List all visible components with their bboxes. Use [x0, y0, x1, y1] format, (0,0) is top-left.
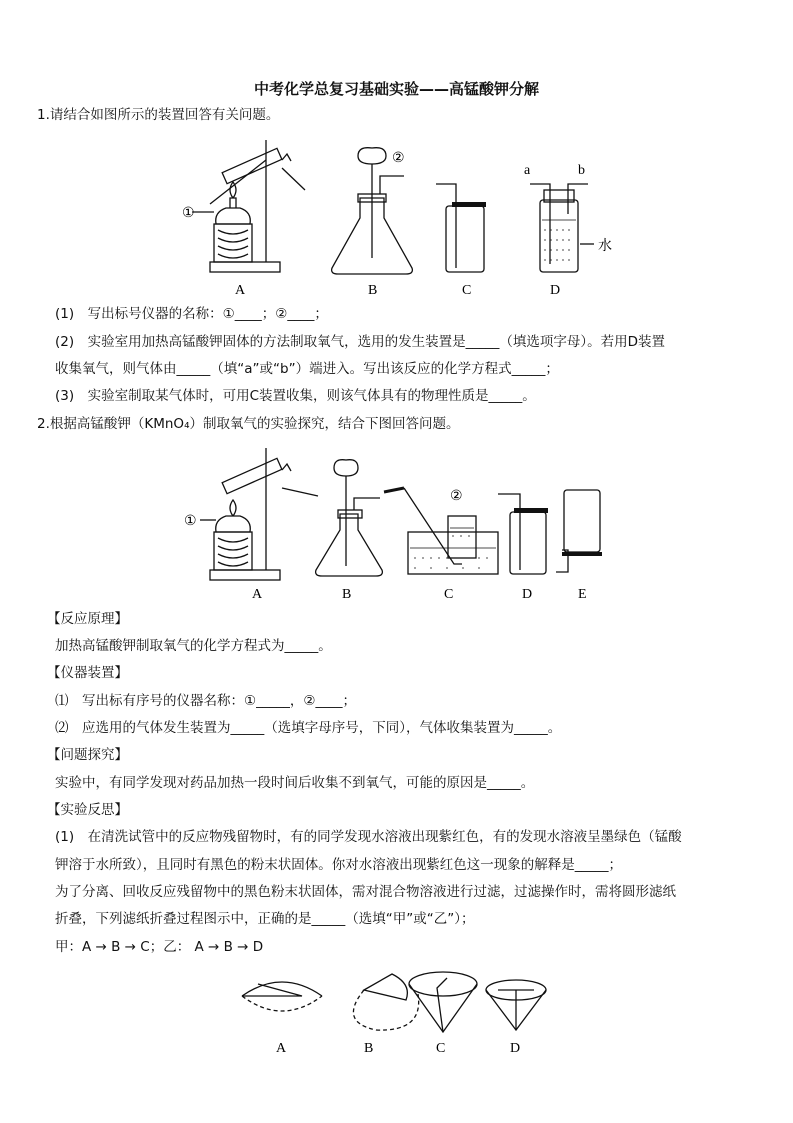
q1-item-3: (3) 实验室制取某气体时，可用C装置收集，则该气体具有的物理性质是_____。: [55, 388, 536, 404]
q1-mark-2: ②: [392, 151, 405, 166]
q1-item-2: (2) 实验室用加热高锰酸钾固体的方法制取氧气，选用的发生装置是_____（填选项字母）。若用D装置: [55, 334, 666, 350]
q1-mark-1: ①: [182, 206, 195, 221]
q2-apparatus-1: ⑴ 写出标有序号的仪器名称：①_____，②____；: [55, 693, 356, 709]
filter-step-d: [486, 980, 546, 1030]
filter-label-a: A: [276, 1041, 287, 1056]
q2-inquiry: 实验中，有同学发现对药品加热一段时间后收集不到氧气，可能的原因是_____。: [55, 775, 535, 791]
q2-principle: 加热高锰酸钾制取氧气的化学方程式为_____。: [55, 638, 332, 654]
q1-item-2b: 收集氧气，则气体由_____（填“a”或“b”）端进入。写出该反应的化学方程式_____；: [55, 361, 559, 377]
page-title: 中考化学总复习基础实验——高锰酸钾分解: [253, 80, 539, 98]
q1-label-c: C: [462, 283, 472, 298]
q2-apparatus-figure: [180, 448, 620, 604]
filter-folding-figure: [238, 968, 548, 1060]
section-reflect: 【实验反思】: [47, 802, 128, 818]
q2-label-a: A: [252, 587, 263, 602]
q1-label-a: A: [235, 283, 246, 298]
q2-reflect-4: 折叠，下列滤纸折叠过程图示中，正确的是_____（选填“甲”或“乙”）；: [55, 911, 475, 927]
q1-apparatus-d: [530, 184, 594, 272]
section-apparatus: 【仪器装置】: [47, 665, 128, 681]
filter-label-b: B: [364, 1041, 374, 1056]
q2-label-c: C: [444, 587, 454, 602]
q1-water-label: 水: [598, 238, 612, 254]
q1-apparatus-c: [436, 184, 486, 272]
q1-item-1: (1) 写出标号仪器的名称：①____；②____；: [55, 306, 328, 322]
q1-label-d: D: [550, 283, 561, 298]
q2-stem: 2.根据高锰酸钾（KMnO₄）制取氧气的实验探究，结合下图回答问题。: [37, 416, 460, 432]
q2-apparatus-a: [200, 448, 318, 580]
q2-apparatus-c: [384, 488, 498, 574]
filter-label-c: C: [436, 1041, 446, 1056]
section-inquiry: 【问题探究】: [47, 747, 128, 763]
q2-label-e: E: [578, 587, 587, 602]
q2-apparatus-d: [498, 494, 548, 574]
q1-label-b: B: [368, 283, 378, 298]
q2-apparatus-2: ⑵ 应选用的气体发生装置为_____（选填字母序号，下同），气体收集装置为_____。: [55, 720, 562, 736]
q2-reflect-1: (1) 在清洗试管中的反应物残留物时，有的同学发现水溶液出现紫红色，有的发现水溶液呈墨绿色（锰酸: [55, 829, 682, 845]
filter-label-d: D: [510, 1041, 521, 1056]
q2-mark-1: ①: [184, 514, 197, 529]
section-principle: 【反应原理】: [47, 611, 128, 627]
q2-label-d: D: [522, 587, 533, 602]
q1-stem: 1.请结合如图所示的装置回答有关问题。: [37, 107, 280, 123]
q2-reflect-3: 为了分离、回收反应残留物中的黑色粉末状固体，需对混合物溶液进行过滤，过滤操作时，需将圆形滤纸: [55, 884, 676, 900]
q2-reflect-5: 甲：A → B → C；乙： A → B → D: [55, 939, 264, 955]
filter-step-a: [242, 982, 322, 1011]
q2-apparatus-e: [556, 490, 602, 572]
q1-apparatus-a: [192, 140, 305, 272]
q2-apparatus-b: [316, 460, 383, 576]
q1-apparatus-b: [332, 148, 413, 274]
q1-apparatus-figure: [170, 138, 630, 300]
q2-mark-2: ②: [450, 489, 463, 504]
q1-port-a: a: [524, 163, 531, 178]
q2-label-b: B: [342, 587, 352, 602]
q1-port-b: b: [578, 163, 585, 178]
q2-reflect-2: 钾溶于水所致），且同时有黑色的粉末状固体。你对水溶液出现紫红色这一现象的解释是_____；: [55, 857, 622, 873]
